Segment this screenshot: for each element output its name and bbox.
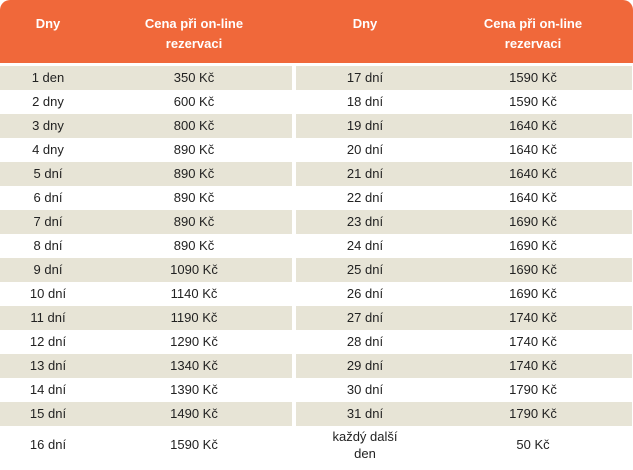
days-cell: 26 dní bbox=[346, 286, 384, 301]
days-cell: 6 dní bbox=[33, 190, 63, 205]
days-cell: 23 dní bbox=[346, 214, 384, 229]
days-cell: 5 dní bbox=[33, 166, 63, 181]
table-row bbox=[0, 426, 292, 464]
header-days-left bbox=[0, 14, 96, 34]
days-cell: 30 dní bbox=[346, 382, 384, 397]
days-cell: 24 dní bbox=[346, 238, 384, 253]
table-row bbox=[296, 354, 632, 378]
days-cell: 18 dní bbox=[346, 94, 384, 109]
table-row bbox=[0, 378, 292, 402]
price-cell: 1790 Kč bbox=[509, 406, 557, 421]
price-cell: 890 Kč bbox=[173, 166, 215, 181]
header-days-right bbox=[296, 14, 434, 34]
table-row bbox=[296, 138, 632, 162]
table-row bbox=[296, 66, 632, 90]
table-row bbox=[0, 138, 292, 162]
price-cell: 1590 Kč bbox=[509, 70, 557, 85]
price-cell: 1740 Kč bbox=[509, 334, 557, 349]
price-cell: 1640 Kč bbox=[509, 118, 557, 133]
price-cell: 800 Kč bbox=[173, 118, 215, 133]
days-cell: 13 dní bbox=[29, 358, 67, 373]
table-row bbox=[0, 114, 292, 138]
header-price-right bbox=[434, 14, 632, 54]
price-cell: 1340 Kč bbox=[170, 358, 218, 373]
days-cell-line1: každý další bbox=[332, 429, 398, 444]
price-cell: 1590 Kč bbox=[509, 94, 557, 109]
table-row bbox=[0, 306, 292, 330]
table-row bbox=[296, 114, 632, 138]
price-cell: 1390 Kč bbox=[170, 382, 218, 397]
price-cell: 1190 Kč bbox=[170, 310, 218, 325]
days-cell: 29 dní bbox=[346, 358, 384, 373]
header-days-label: Dny bbox=[352, 16, 378, 31]
table-row bbox=[0, 90, 292, 114]
table-row bbox=[296, 162, 632, 186]
days-cell: 15 dní bbox=[29, 406, 67, 421]
price-cell: 1640 Kč bbox=[509, 142, 557, 157]
days-cell: 31 dní bbox=[346, 406, 384, 421]
price-cell: 890 Kč bbox=[173, 142, 215, 157]
table-row bbox=[296, 210, 632, 234]
right-column-group bbox=[296, 66, 632, 464]
days-cell: 11 dní bbox=[30, 310, 66, 325]
days-cell: 10 dní bbox=[29, 286, 67, 301]
table-row bbox=[296, 186, 632, 210]
price-cell: 1690 Kč bbox=[509, 214, 557, 229]
header-price-line2: rezervaci bbox=[165, 36, 223, 51]
table-row bbox=[0, 354, 292, 378]
table-row bbox=[296, 306, 632, 330]
table-row bbox=[296, 402, 632, 426]
days-cell: 27 dní bbox=[346, 310, 384, 325]
left-column-group bbox=[0, 66, 292, 464]
table-row bbox=[0, 402, 292, 426]
table-row bbox=[296, 282, 632, 306]
days-cell: 14 dní bbox=[29, 382, 67, 397]
header-price-line1: Cena při on-line bbox=[483, 16, 583, 31]
days-cell: 16 dní bbox=[29, 437, 67, 452]
days-cell: 8 dní bbox=[33, 238, 63, 253]
days-cell: 9 dní bbox=[33, 262, 63, 277]
price-cell: 890 Kč bbox=[173, 238, 215, 253]
table-row bbox=[296, 90, 632, 114]
header-days-label: Dny bbox=[35, 16, 61, 31]
days-cell: 4 dny bbox=[32, 142, 64, 157]
days-cell: 12 dní bbox=[29, 334, 67, 349]
table-row bbox=[0, 66, 292, 90]
price-cell: 350 Kč bbox=[173, 70, 215, 85]
price-cell: 1590 Kč bbox=[170, 437, 218, 452]
price-cell: 1690 Kč bbox=[509, 262, 557, 277]
price-cell: 1740 Kč bbox=[509, 358, 557, 373]
days-cell: 19 dní bbox=[346, 118, 384, 133]
table-header bbox=[0, 0, 633, 63]
price-cell: 1740 Kč bbox=[509, 310, 557, 325]
table-row bbox=[296, 426, 632, 464]
price-cell: 1140 Kč bbox=[170, 286, 218, 301]
price-cell: 600 Kč bbox=[173, 94, 215, 109]
price-cell: 1690 Kč bbox=[509, 286, 557, 301]
days-cell: 7 dní bbox=[33, 214, 63, 229]
table-row bbox=[0, 210, 292, 234]
table-row bbox=[296, 234, 632, 258]
days-cell: 17 dní bbox=[346, 70, 384, 85]
table-row bbox=[0, 186, 292, 210]
table-row bbox=[296, 330, 632, 354]
price-cell: 1690 Kč bbox=[509, 238, 557, 253]
days-cell: 2 dny bbox=[32, 94, 64, 109]
table-row bbox=[0, 258, 292, 282]
header-price-line2: rezervaci bbox=[504, 36, 562, 51]
table-row bbox=[0, 162, 292, 186]
price-cell: 1640 Kč bbox=[509, 190, 557, 205]
price-cell: 1090 Kč bbox=[170, 262, 218, 277]
price-cell: 890 Kč bbox=[173, 214, 215, 229]
days-cell: 3 dny bbox=[32, 118, 64, 133]
days-cell: 1 den bbox=[31, 70, 65, 85]
table-row bbox=[0, 282, 292, 306]
price-cell: 50 Kč bbox=[516, 437, 550, 452]
table-row bbox=[0, 330, 292, 354]
price-cell: 1490 Kč bbox=[170, 406, 218, 421]
days-cell: 25 dní bbox=[346, 262, 384, 277]
table-row bbox=[296, 258, 632, 282]
price-cell: 1640 Kč bbox=[509, 166, 557, 181]
days-cell bbox=[296, 426, 434, 466]
days-cell-line2: den bbox=[354, 446, 376, 461]
header-price-left bbox=[96, 14, 292, 54]
header-price-line1: Cena při on-line bbox=[144, 16, 244, 31]
days-cell: 21 dní bbox=[346, 166, 384, 181]
table-row bbox=[0, 234, 292, 258]
days-cell: 22 dní bbox=[346, 190, 384, 205]
price-cell: 1790 Kč bbox=[509, 382, 557, 397]
table-row bbox=[296, 378, 632, 402]
price-cell: 1290 Kč bbox=[170, 334, 218, 349]
price-cell: 890 Kč bbox=[173, 190, 215, 205]
days-cell: 20 dní bbox=[346, 142, 384, 157]
days-cell: 28 dní bbox=[346, 334, 384, 349]
